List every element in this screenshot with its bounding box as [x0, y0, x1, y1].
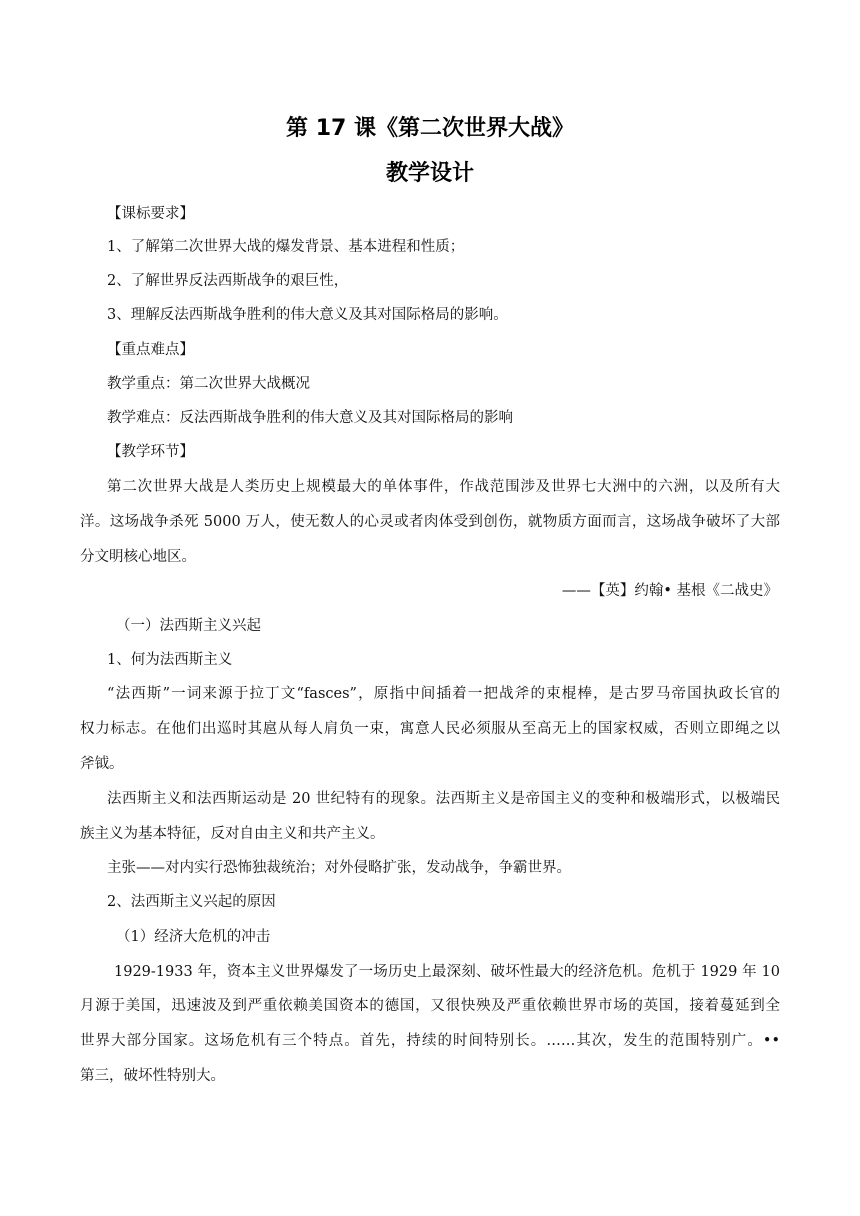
- claim-line: 主张——对内实行恐怖独裁统治；对外侵略扩张，发动战争，争霸世界。: [107, 860, 571, 876]
- quote-source: ——【英】约翰• 基根《二战史》: [561, 583, 778, 599]
- para1-line-2: 权力标志。在他们出巡时其扈从每人肩负一束，寓意人民必须服从至高无上的国家权威，否则立即绳之以: [80, 721, 780, 737]
- para3-line-3: 世界大部分国家。这场危机有三个特点。首先，持续的时间特别长。……其次，发生的范围特别广。••: [80, 1033, 780, 1049]
- standard-item-1: 1、了解第二次世界大战的爆发背景、基本进程和性质；: [107, 239, 465, 255]
- para3-line-2: 月源于美国，迅速波及到严重依赖美国资本的德国，又很快殃及严重依赖世界市场的英国，接着蔓延到全: [80, 998, 780, 1014]
- para3-line-1: 1929-1933 年，资本主义世界爆发了一场历史上最深刻、破坏性最大的经济危机。危机于 1929 年 10: [114, 964, 780, 980]
- part1-sub2: 2、法西斯主义兴起的原因: [107, 894, 276, 910]
- quote-line-1: 第二次世界大战是人类历史上规模最大的单体事件，作战范围涉及世界七大洲中的六洲，以及所有大: [107, 479, 780, 495]
- teaching-keypoint: 教学重点：第二次世界大战概况: [107, 376, 310, 392]
- teaching-difficulty: 教学难点：反法西斯战争胜利的伟大意义及其对国际格局的影响: [107, 410, 513, 426]
- para2-line-1: 法西斯主义和法西斯运动是 20 世纪特有的现象。法西斯主义是帝国主义的变种和极端形式，以极端民: [107, 791, 780, 807]
- standard-item-2: 2、了解世界反法西斯战争的艰巨性，: [107, 273, 349, 289]
- para2-line-2: 族主义为基本特征，反对自由主义和共产主义。: [80, 826, 385, 842]
- part1-heading: （一）法西斯主义兴起: [116, 618, 261, 634]
- para3-line-4: 第三，破坏性特别大。: [80, 1068, 225, 1084]
- quote-line-2: 洋。这场战争杀死 5000 万人，使无数人的心灵或者肉体受到创伤，就物质方面而言，这场战争破坏了大部: [80, 514, 780, 530]
- page-title: 第 17 课《第二次世界大战》: [286, 116, 574, 141]
- part1-sub1: 1、何为法西斯主义: [107, 652, 233, 668]
- standard-item-3: 3、理解反法西斯战争胜利的伟大意义及其对国际格局的影响。: [107, 307, 508, 323]
- page-subtitle: 教学设计: [385, 161, 474, 186]
- para1-line-3: 斧钺。: [80, 756, 124, 772]
- standards-heading: 【课标要求】: [107, 206, 194, 222]
- process-heading: 【教学环节】: [107, 444, 194, 460]
- quote-line-3: 分文明核心地区。: [80, 549, 196, 565]
- keypoints-heading: 【重点难点】: [107, 342, 194, 358]
- para1-line-1: “法西斯”一词来源于拉丁文“fasces”，原指中间插着一把战斧的束棍棒，是古罗马帝国执政长官的: [107, 686, 780, 702]
- part1-sub2-1: （1）经济大危机的冲击: [116, 929, 271, 945]
